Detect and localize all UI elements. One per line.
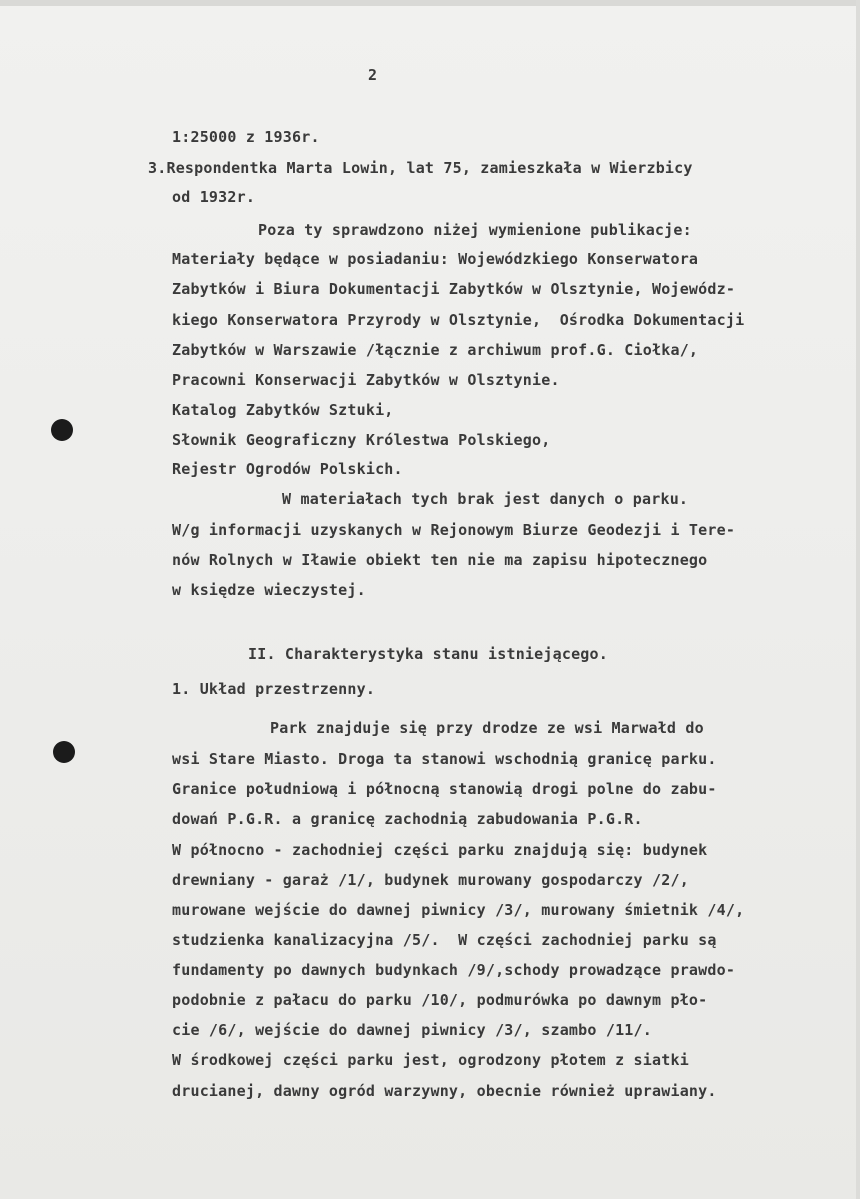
text-line-27: fundamenty po dawnych budynkach /9/,schody prowadzące prawdo- [172,961,736,979]
text-line-8: Zabytków w Warszawie /łącznie z archiwum prof.G. Ciołka/, [172,341,699,359]
text-line-16: w księdze wieczystej. [172,581,366,599]
text-line-24: drewniany - garaż /1/, budynek murowany gospodarczy /2/, [172,871,689,889]
text-line-7: kiego Konserwatora Przyrody w Olsztynie, Ośrodka Dokumentacji [172,311,745,329]
text-line-19: Park znajduje się przy drodze ze wsi Marwałd do [270,719,704,737]
text-line-13: W materiałach tych brak jest danych o parku. [282,490,689,508]
text-line-4: Poza ty sprawdzono niżej wymienione publikacje: [258,221,692,239]
text-line-14: W/g informacji uzyskanych w Rejonowym Biurze Geodezji i Tere- [172,521,736,539]
page-right-edge [856,0,860,1199]
text-line-2: 3.Respondentka Marta Lowin, lat 75, zamieszkała w Wierzbicy [148,159,693,177]
page-number: 2 [368,66,378,84]
punch-hole-top [51,419,73,441]
text-line-21: Granice południową i północną stanowią drogi polne do zabu- [172,780,717,798]
text-line-29: cie /6/, wejście do dawnej piwnicy /3/, szambo /11/. [172,1021,652,1039]
text-line-30: W środkowej części parku jest, ogrodzony płotem z siatki [172,1051,689,1069]
subsection-heading-1: 1. Układ przestrzenny. [172,680,376,698]
text-line-11: Słownik Geograficzny Królestwa Polskiego, [172,431,551,449]
page-top-edge [0,0,860,6]
text-line-3: od 1932r. [172,188,256,206]
text-line-20: wsi Stare Miasto. Droga ta stanowi wschodnią granicę parku. [172,750,717,768]
text-line-15: nów Rolnych w Iławie obiekt ten nie ma zapisu hipotecznego [172,551,708,569]
section-heading-2: II. Charakterystyka stanu istniejącego. [248,645,608,663]
text-line-22: dowań P.G.R. a granicę zachodnią zabudowania P.G.R. [172,810,643,828]
text-line-1: 1:25000 z 1936r. [172,128,320,146]
text-line-26: studzienka kanalizacyjna /5/. W części zachodniej parku są [172,931,717,949]
text-line-23: W północno - zachodniej części parku znajdują się: budynek [172,841,708,859]
text-line-10: Katalog Zabytków Sztuki, [172,401,394,419]
text-line-12: Rejestr Ogrodów Polskich. [172,460,403,478]
text-line-5: Materiały będące w posiadaniu: Wojewódzkiego Konserwatora [172,250,699,268]
text-line-31: drucianej, dawny ogród warzywny, obecnie również uprawiany. [172,1082,717,1100]
text-line-25: murowane wejście do dawnej piwnicy /3/, murowany śmietnik /4/, [172,901,745,919]
text-line-6: Zabytków i Biura Dokumentacji Zabytków w Olsztynie, Wojewódz- [172,280,736,298]
text-line-28: podobnie z pałacu do parku /10/, podmurówka po dawnym pło- [172,991,708,1009]
text-line-9: Pracowni Konserwacji Zabytków w Olsztynie. [172,371,560,389]
punch-hole-bottom [53,741,75,763]
